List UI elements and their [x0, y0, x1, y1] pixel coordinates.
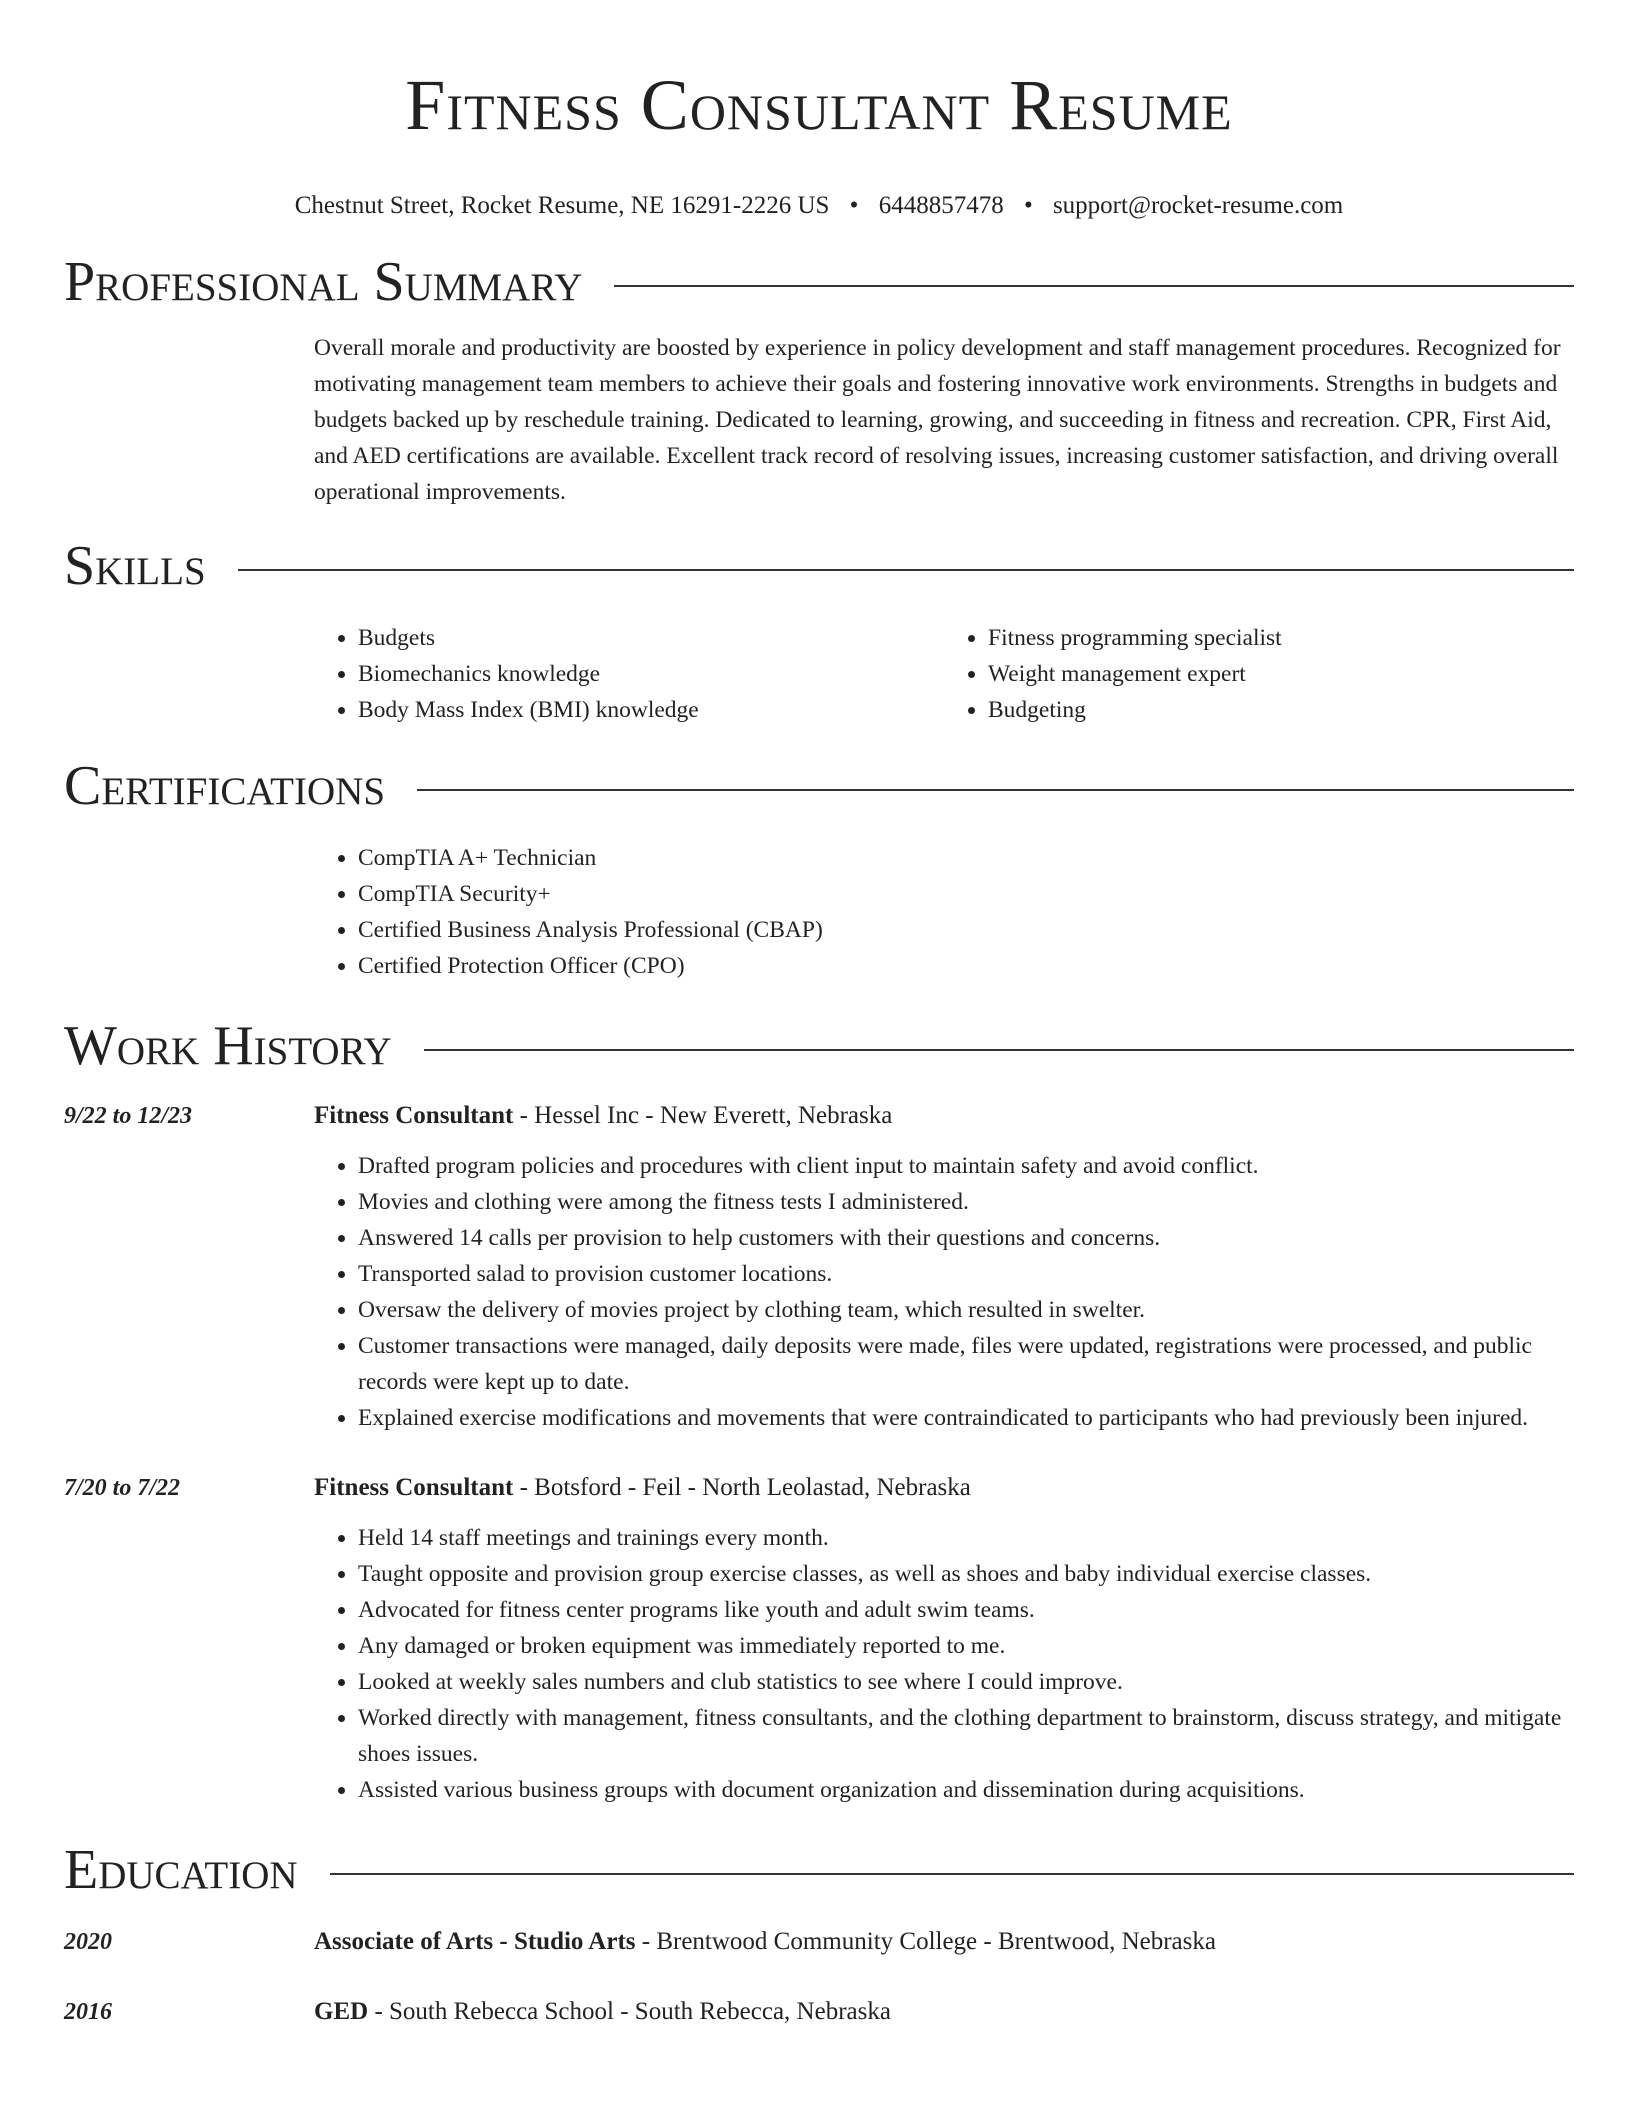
work-entry: [64, 1470, 1574, 1808]
skill-item: • Fitness programming specialist: [988, 620, 1574, 656]
education-year: 2020: [64, 1929, 112, 1955]
certifications-heading: Certifications: [64, 755, 386, 817]
work-section: [64, 1014, 1574, 1808]
education-entry: [64, 1994, 1574, 2030]
work-bullet: • Looked at weekly sales numbers and club statistics to see where I could improve.: [358, 1664, 1574, 1700]
work-role: Fitness Consultant: [314, 1102, 514, 1129]
summary-section: [64, 250, 1574, 510]
skill-item: • Budgeting: [988, 692, 1574, 728]
education-degree: Associate of Arts - Studio Arts: [314, 1928, 636, 1955]
work-bullet: • Oversaw the delivery of movies project by clothing team, which resulted in swelter.: [358, 1292, 1574, 1328]
resume-title: Fitness Consultant Resume: [405, 65, 1233, 145]
skill-item: • Budgets: [358, 620, 944, 656]
education-header: [64, 1838, 1574, 1902]
contact-phone: 6448857478: [878, 192, 1004, 219]
education-line: [314, 1924, 1574, 1960]
skills-list-left: [314, 620, 944, 728]
certification-item: • Certified Business Analysis Professional (CBAP): [358, 912, 1574, 948]
work-bullet: • Transported salad to provision customer locations.: [358, 1256, 1574, 1292]
education-details: - Brentwood Community College - Brentwood, Nebraska: [635, 1928, 1216, 1955]
work-dates: 9/22 to 12/23: [64, 1103, 193, 1129]
skills-section: [64, 534, 1574, 728]
certifications-header: [64, 754, 1574, 818]
work-heading: Work History: [64, 1015, 392, 1077]
work-bullet: • Worked directly with management, fitness consultants, and the clothing department to brainstorm, discuss strategy, and mitigate shoes issues.: [358, 1700, 1574, 1772]
section-divider: [417, 789, 1574, 791]
skill-item: • Body Mass Index (BMI) knowledge: [358, 692, 944, 728]
work-bullet: • Customer transactions were managed, daily deposits were made, files were updated, registrations were processed, and public records were kept up to date.: [358, 1328, 1574, 1400]
certification-item: • CompTIA A+ Technician: [358, 840, 1574, 876]
section-divider: [424, 1049, 1574, 1051]
work-role: Fitness Consultant: [314, 1474, 514, 1501]
work-bullet: • Movies and clothing were among the fitness tests I administered.: [358, 1184, 1574, 1220]
education-line: [314, 1994, 1574, 2030]
section-divider: [238, 569, 1574, 571]
section-divider: [330, 1873, 1574, 1875]
skills-grid: [314, 620, 1574, 728]
work-bullet: • Any damaged or broken equipment was immediately reported to me.: [358, 1628, 1574, 1664]
education-year: 2016: [64, 1999, 112, 2025]
certifications-section: [64, 754, 1574, 984]
certifications-body: [314, 840, 1574, 984]
skill-item: • Weight management expert: [988, 656, 1574, 692]
education-entry: [64, 1924, 1574, 1960]
certification-item: • Certified Protection Officer (CPO): [358, 948, 1574, 984]
work-entry: [64, 1098, 1574, 1436]
certifications-list: [314, 840, 1574, 984]
education-heading: Education: [64, 1839, 298, 1901]
education-details: - South Rebecca School - South Rebecca, Nebraska: [368, 1998, 891, 2025]
summary-heading: Professional Summary: [64, 251, 583, 313]
work-bullet: • Held 14 staff meetings and trainings every month.: [358, 1520, 1574, 1556]
summary-text: Overall morale and productivity are boosted by experience in policy development and staff management procedures. Recognized for motivating management team members to achieve their goals and fostering innovative work environments. Strengths in budgets and budgets backed up by reschedule training. Dedicated to learning, growing, and succeeding in fitness and recreation. CPR, First Aid, and AED certifications are available. Excellent track record of resolving issues, increasing customer satisfaction, and driving overall operational improvements.: [314, 335, 1561, 505]
work-bullet: • Advocated for fitness center programs like youth and adult swim teams.: [358, 1592, 1574, 1628]
summary-header: [64, 250, 1574, 314]
work-bullet: • Answered 14 calls per provision to help customers with their questions and concerns.: [358, 1220, 1574, 1256]
certification-item: • CompTIA Security+: [358, 876, 1574, 912]
skill-item: • Biomechanics knowledge: [358, 656, 944, 692]
work-header: [64, 1014, 1574, 1078]
education-section: [64, 1838, 1574, 2030]
work-title-line: [314, 1098, 1574, 1134]
education-degree: GED: [314, 1998, 369, 2025]
work-bullet: • Taught opposite and provision group exercise classes, as well as shoes and baby individual exercise classes.: [358, 1556, 1574, 1592]
work-details: - Botsford - Feil - North Leolastad, Nebraska: [513, 1474, 971, 1501]
contact-email: support@rocket-resume.com: [1052, 192, 1344, 219]
section-divider: [614, 285, 1574, 287]
work-bullet: • Assisted various business groups with document organization and dissemination during acquisitions.: [358, 1772, 1574, 1808]
summary-body: [314, 330, 1574, 510]
work-bullet: • Drafted program policies and procedures with client input to maintain safety and avoid conflict.: [358, 1148, 1574, 1184]
skills-heading: Skills: [64, 535, 206, 597]
skills-header: [64, 534, 1574, 598]
work-bullets: [314, 1148, 1574, 1436]
work-title-line: [314, 1470, 1574, 1506]
resume-page: [64, 0, 1574, 2030]
contact-separator: •: [849, 192, 859, 219]
contact-separator: •: [1023, 192, 1033, 219]
work-bullets: [314, 1520, 1574, 1808]
contact-line: [64, 190, 1574, 222]
contact-address: Chestnut Street, Rocket Resume, NE 16291-2226 US: [294, 192, 830, 219]
work-bullet: • Explained exercise modifications and movements that were contraindicated to participants who had previously been injured.: [358, 1400, 1574, 1436]
work-dates: 7/20 to 7/22: [64, 1475, 181, 1501]
skills-list-right: [944, 620, 1574, 728]
work-details: - Hessel Inc - New Everett, Nebraska: [513, 1102, 893, 1129]
